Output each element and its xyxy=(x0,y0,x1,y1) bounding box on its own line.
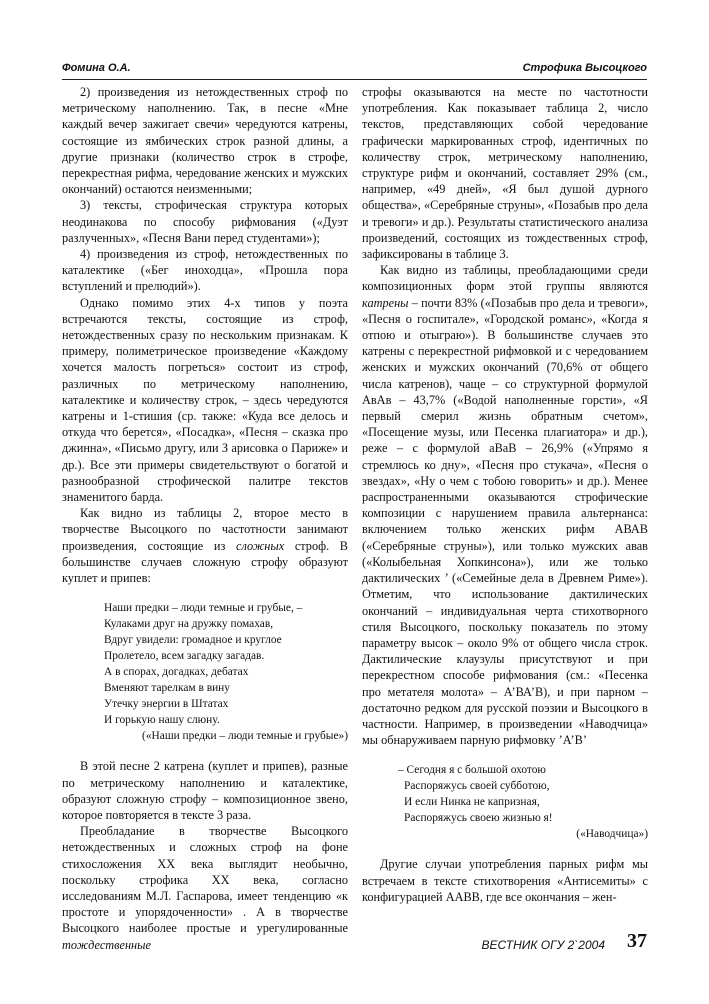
emphasis: катрены xyxy=(362,295,409,310)
paragraph: 4) произведения из строф, нетождественных по каталектике («Бег иноходца», «Прошла пора вступлений и прелюдий»). xyxy=(62,247,348,294)
text-span: строф. В большинстве случаев сложную строфу образуют куплет и припев: xyxy=(62,538,349,586)
poem-line: Наши предки – люди темные и грубые, – xyxy=(104,602,303,615)
poem-line: И если Нинка не капризная, xyxy=(404,796,540,809)
paragraph: 2) произведения из нетождественных строф по метрическому наполнению. Так, в песне «Мне каждый вечер зажигает свечи» чередуются катрены, состоящие из ямбических строк разной длины, а другие признаки (количество строк в строфе, перекрестная рифма, чередование женских и мужских окончаний) остаются неизменными; xyxy=(62,85,348,197)
text-span: Как видно из таблицы 2, второе место в творчестве Высоцкого по частотности занимают произведения, состоящие из xyxy=(62,506,348,553)
poem-line: Распоряжусь своею жизнью я! xyxy=(404,812,553,825)
poem-line: – Сегодня я с большой охотою xyxy=(398,764,546,777)
header-title: Строфика Высоцкого xyxy=(522,62,647,74)
paragraph: строфы оказываются на месте по частотности употребления. Как показывает таблица 2, число текстов, представляющих собой чередование графически маркированных строф, идентичных по количеству строк, метрическому наполнению, структуре рифм и окончаний, составляет 29% (см., например, «49 дней», «Я был душой дурного общества», «Серебряные струны», «Позабыв про дела и тревоги» и др.). Результаты статистического анализа произведений, состоящих из тождественных строф, зафиксированы в таблице 3. xyxy=(362,85,648,262)
poem-line: Вдруг увидели: громадное и круглое xyxy=(104,634,282,647)
text-span: Преобладание в творчестве Высоцкого нетождественных и сложных строф на фоне стихосложения XX века выглядит необычно, поскольку строфика XX века, согласно исследованиям М.Л. Гаспарова, имеет тенденцию «к простоте и упорядоченности» . А в творчестве Высоцкого наиболее простые и урегулированные xyxy=(62,824,348,936)
poem-line: Пролетело, всем загадку загадав. xyxy=(104,650,265,663)
poem-source: («Наводчица») xyxy=(576,828,648,841)
poem-line: И горькую нашу слюну. xyxy=(104,714,220,727)
paragraph xyxy=(62,823,348,953)
poem-quote xyxy=(362,762,648,842)
paragraph xyxy=(62,505,348,586)
text-span: – почти 83% («Позабыв про дела и тревоги», «Песня о госпитале», «Городской романс», «Когда я отпою и отыграю»). В большинстве случаев это катрены с перекрестной рифмовкой и с чередованием женских и мужских окончаний (70,6% от общего числа катренов), чаще – со структурной формулой АвАв – 43,7% («Водой наполненные горсти», «Я первый смерил жизнь обратным счетом», «Посещение музы, или Песенка плагиатора» и др.), реже – с формулой аВаВ – 26,9% («Упрямо я стремлюсь ко дну», «Песня про стукача», «Песня о звездах», «Ну о чем с тобою говорить» и др.). Менее распространенными оказываются строфические композиции с нарушением правила альтернанса: включением только женских рифм АВАВ («Серебряные струны»), или только мужских авав («Колыбельная Хопкинсона»), или же только дактилических ’ («Семейные дела в Древнем Риме»). Отметим, что использование дактилических окончаний – индивидуальная черта стихотворного стиля Высоцкого, поскольку показатель по этому параметру высок – около 9% от общего числа строк. Дактилические клаузулы присутствуют и при перекрестном способе рифмования (см.: «Песенка про метателя молота» – А’ВА’В), и при парном – достаточно редком для русской поэзии и Высоцкого в частности. Например, в произведении «Наводчица» мы обнаруживаем парную рифмовку ’А’В’ xyxy=(362,295,648,748)
header-author: Фомина О.А. xyxy=(62,62,131,74)
paragraph: Однако помимо этих 4-х типов у поэта встречаются тексты, состоящие из строф, нетождественных сразу по нескольким признакам. К примеру, полиметрическое произведение «Каждому хочется малость погреться» состоит из строф, различных по метрическому наполнению, каталектике и количеству строк, – здесь чередуются катрены и 1-стишия (ср. также: «Куда все делось и откуда что берется», «Посадка», «Песня – сказка про джинна», «Письмо другу, или З арисовка о Париже» и др.). Все эти примеры свидетельствуют о богатой и разнообразной строфической палитре текстов знаменитого барда. xyxy=(62,295,348,505)
poem-line: Кулаками друг на дружку помахав, xyxy=(104,618,274,631)
poem-line: Утечку энергии в Штатах xyxy=(104,698,229,711)
journal-name: ВЕСТНИК ОГУ 2`2004 xyxy=(481,938,605,952)
poem-source: («Наши предки – люди темные и грубые») xyxy=(142,730,348,743)
text-span: Как видно из таблицы, преобладающими среди композиционных форм этой группы являются xyxy=(362,263,648,294)
paragraph: Другие случаи употребления парных рифм мы встречаем в тексте стихотворения «Антисемиты» с конфигурацией ААВВ, где все окончания – жен- xyxy=(362,857,648,904)
header-rule xyxy=(62,79,647,80)
right-column xyxy=(362,84,648,905)
emphasis: сложных xyxy=(236,538,285,553)
paragraph xyxy=(362,262,648,748)
poem-line: А в спорах, догадках, дебатах xyxy=(104,666,249,679)
left-column xyxy=(62,84,348,953)
paragraph: В этой песне 2 катрена (куплет и припев), разные по метрическому наполнению и каталектике, образуют сложную строфу – композиционное звено, которое повторяется в тексте 3 раза. xyxy=(62,759,348,822)
page-number: 37 xyxy=(627,930,647,952)
poem-line: Распоряжусь своей субботою, xyxy=(404,780,550,793)
paragraph: 3) тексты, строфическая структура которых неодинакова по способу рифмования («Дуэт разлученных», «Песня Вани перед студентами»); xyxy=(62,198,348,245)
emphasis: тождественные xyxy=(62,937,151,952)
poem-line: Вменяют тарелкам в вину xyxy=(104,682,230,695)
running-header xyxy=(62,62,647,78)
poem-quote xyxy=(62,600,348,744)
